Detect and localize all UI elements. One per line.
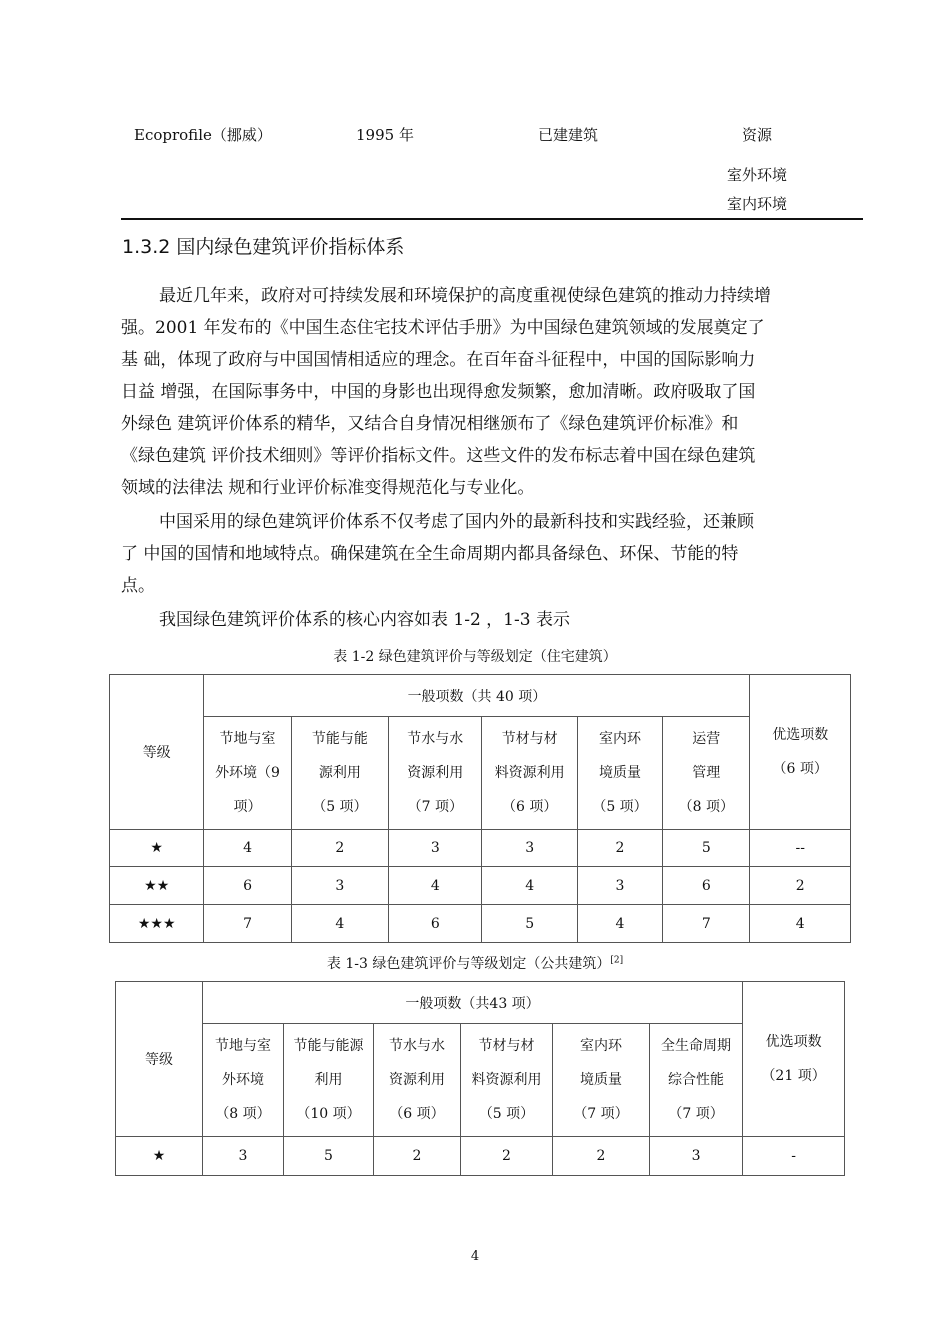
section-heading: 1.3.2 国内绿色建筑评价指标体系 <box>122 236 405 258</box>
value-cell: 6 <box>389 905 482 943</box>
table-1-2 <box>109 674 851 943</box>
column-header-line: 节材与材 <box>478 1038 535 1054</box>
column-header-line: （6 项） <box>502 799 558 815</box>
column-header <box>650 1024 743 1137</box>
citation-ref: [2] <box>610 955 624 966</box>
optional-cell: 2 <box>750 867 851 905</box>
paragraph-line: 领域的法律法 规和行业评价标准变得规范化与专业化。 <box>121 478 535 498</box>
column-header-line: 料资源利用 <box>494 765 565 781</box>
grade-header: 等级 <box>116 982 203 1137</box>
column-header <box>553 1024 650 1137</box>
column-header <box>482 717 577 830</box>
value-cell: 2 <box>577 830 662 867</box>
grade-header: 等级 <box>110 675 204 830</box>
page-number: 4 <box>470 1249 480 1264</box>
paragraph-line: 最近几年来，政府对可持续发展和环境保护的高度重视使绿色建筑的推动力持续增 <box>159 286 771 306</box>
column-header-line: （7 项） <box>668 1106 724 1122</box>
table-bottom-rule <box>121 218 863 220</box>
column-header-line: 资源利用 <box>407 765 464 781</box>
column-header-line: 综合性能 <box>668 1072 725 1088</box>
column-header <box>203 1024 284 1137</box>
paragraph-line: 中国采用的绿色建筑评价体系不仅考虑了国内外的最新科技和实践经验，还兼顾 <box>159 512 754 532</box>
value-cell: 3 <box>650 1137 743 1176</box>
optional-header-line: 优选项数 <box>765 1034 822 1050</box>
column-header-line: （8 项） <box>678 799 734 815</box>
column-header <box>374 1024 461 1137</box>
value-cell: 7 <box>204 905 291 943</box>
table-row <box>116 1137 845 1176</box>
value-cell: 4 <box>204 830 291 867</box>
grade-cell: ★ <box>110 830 204 867</box>
column-header-line: 室内环 <box>580 1038 622 1054</box>
column-header-line: 节地与室 <box>215 1038 271 1054</box>
column-header-line: 外环境 <box>222 1072 264 1088</box>
paragraph <box>121 280 846 504</box>
column-header-line: 节能与能 <box>311 731 368 747</box>
value-cell: 2 <box>461 1137 553 1176</box>
column-header-line: （10 项） <box>296 1106 361 1122</box>
column-header-line: 源利用 <box>318 765 361 781</box>
optional-items-header <box>743 982 845 1137</box>
value-cell: 5 <box>284 1137 374 1176</box>
system-criterion: 室外环境 <box>727 166 788 184</box>
value-cell: 6 <box>663 867 750 905</box>
value-cell: 5 <box>663 830 750 867</box>
column-header-line: 利用 <box>314 1072 343 1088</box>
column-header-line: 节水与水 <box>407 731 464 747</box>
grade-cell: ★★ <box>110 867 204 905</box>
optional-cell: - <box>743 1137 845 1176</box>
value-cell: 4 <box>482 867 577 905</box>
system-criterion: 资源 <box>742 126 773 144</box>
value-cell: 5 <box>482 905 577 943</box>
column-header <box>284 1024 374 1137</box>
value-cell: 2 <box>291 830 388 867</box>
column-header <box>204 717 291 830</box>
column-header-line: （6 项） <box>389 1106 445 1122</box>
column-header-line: 料资源利用 <box>471 1072 542 1088</box>
optional-cell: 4 <box>750 905 851 943</box>
value-cell: 2 <box>553 1137 650 1176</box>
table-caption <box>0 953 950 973</box>
optional-header-line: （6 项） <box>772 761 828 777</box>
table-row <box>110 867 851 905</box>
value-cell: 3 <box>203 1137 284 1176</box>
column-header-line: 全生命周期 <box>661 1038 732 1054</box>
table-row <box>110 830 851 867</box>
paragraph-line: 点。 <box>121 576 155 596</box>
value-cell: 3 <box>577 867 662 905</box>
grade-cell: ★★★ <box>110 905 204 943</box>
table-1-3 <box>115 981 845 1176</box>
column-header-line: 资源利用 <box>389 1072 445 1088</box>
optional-header-line: （21 项） <box>761 1068 826 1084</box>
paragraph <box>121 506 846 602</box>
column-header-line: 运营 <box>692 731 721 747</box>
column-header-line: （5 项） <box>312 799 368 815</box>
column-header <box>389 717 482 830</box>
value-cell: 4 <box>577 905 662 943</box>
system-name: Ecoprofile（挪威） <box>134 126 272 144</box>
column-header-line: 项） <box>233 799 262 815</box>
value-cell: 3 <box>482 830 577 867</box>
optional-header-line: 优选项数 <box>772 727 829 743</box>
paragraph <box>121 604 846 636</box>
value-cell: 7 <box>663 905 750 943</box>
column-header-line: （8 项） <box>215 1106 271 1122</box>
value-cell: 6 <box>204 867 291 905</box>
paragraph-line: 了 中国的国情和地域特点。确保建筑在全生命周期内都具备绿色、环保、节能的特 <box>121 544 739 564</box>
paragraph-line: 外绿色 建筑评价体系的精华，又结合自身情况相继颁布了《绿色建筑评价标准》和 <box>121 414 739 434</box>
column-header <box>663 717 750 830</box>
column-header-line: 室内环 <box>599 731 642 747</box>
column-header <box>577 717 662 830</box>
value-cell: 4 <box>389 867 482 905</box>
table-row <box>110 905 851 943</box>
column-header-line: 节地与室 <box>219 731 276 747</box>
paragraph-line: 我国绿色建筑评价体系的核心内容如表 1-2 ，1-3 表示 <box>159 610 570 630</box>
column-header <box>291 717 388 830</box>
general-items-header: 一般项数（共43 项） <box>203 982 743 1024</box>
column-header-line: 节材与材 <box>501 731 558 747</box>
optional-items-header <box>750 675 851 830</box>
system-year: 1995 年 <box>356 126 414 144</box>
column-header-line: （7 项） <box>573 1106 629 1122</box>
column-header-line: （5 项） <box>478 1106 535 1122</box>
value-cell: 3 <box>291 867 388 905</box>
column-header-line: （5 项） <box>592 799 648 815</box>
paragraph-line: 强。2001 年发布的《中国生态住宅技术评估手册》为中国绿色建筑领域的发展奠定了 <box>121 318 765 338</box>
column-header-line: 节水与水 <box>389 1038 445 1054</box>
paragraph-line: 基 础，体现了政府与中国国情相适应的理念。在百年奋斗征程中，中国的国际影响力 <box>121 350 756 370</box>
value-cell: 4 <box>291 905 388 943</box>
column-header-line: 节能与能源 <box>293 1038 364 1054</box>
paragraph-line: 日益 增强，在国际事务中，中国的身影也出现得愈发频繁，愈加清晰。政府吸取了国 <box>121 382 756 402</box>
column-header-line: 管理 <box>692 765 721 781</box>
value-cell: 2 <box>374 1137 461 1176</box>
column-header-line: （7 项） <box>407 799 463 815</box>
column-header-line: 外环境（9 <box>215 765 280 781</box>
system-criterion: 室内环境 <box>727 195 788 213</box>
column-header-line: 境质量 <box>580 1072 622 1088</box>
paragraph-line: 《绿色建筑 评价技术细则》等评价指标文件。这些文件的发布标志着中国在绿色建筑 <box>121 446 756 466</box>
value-cell: 3 <box>389 830 482 867</box>
system-scope: 已建建筑 <box>538 126 599 144</box>
table-caption: 表 1-2 绿色建筑评价与等级划定（住宅建筑） <box>333 649 617 665</box>
table-caption-text: 表 1-3 绿色建筑评价与等级划定（公共建筑） <box>326 956 611 972</box>
column-header-line: 境质量 <box>599 765 642 781</box>
grade-cell: ★ <box>116 1137 203 1176</box>
column-header <box>461 1024 553 1137</box>
general-items-header: 一般项数（共 40 项） <box>204 675 750 717</box>
optional-cell: -- <box>750 830 851 867</box>
